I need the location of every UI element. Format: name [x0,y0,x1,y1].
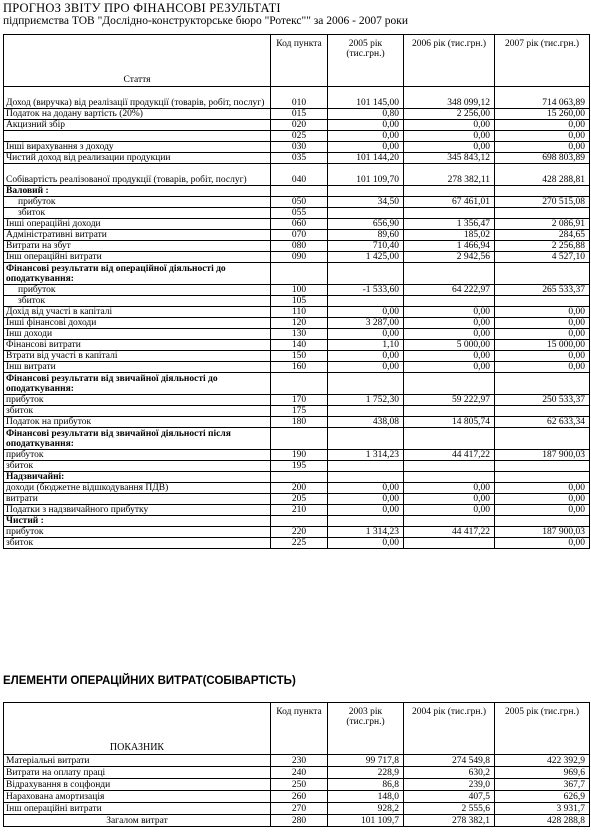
row-label: Чистий : [4,516,271,527]
row-value-2007 [495,373,590,395]
row-code: 210 [271,505,328,516]
row-value-2005: 0,00 [328,307,404,318]
row-value-2005 [328,373,404,395]
row-label: Загалом витрат [4,815,271,827]
table-row [4,362,590,373]
table-row [4,230,590,241]
row-code: 080 [271,241,328,252]
row-value-2006: 0,00 [404,131,495,142]
row-value-2006: 5 000,00 [404,340,495,351]
header-article: Стаття [4,35,271,87]
row-value-2005: 438,08 [328,417,404,428]
table-row [4,406,590,417]
row-value-2007: 4 527,10 [495,252,590,263]
row-value-2005: 0,00 [328,483,404,494]
row-value-2006: 0,00 [404,494,495,505]
row-label: Адміністративні витрати [4,230,271,241]
row-value-2005: 101 144,20 [328,153,404,164]
row-value-2005: 428 288,8 [495,815,590,827]
table-row [4,755,590,767]
row-value-2006 [404,406,495,417]
row-value-2006: 345 843,12 [404,153,495,164]
row-value-2006 [404,186,495,197]
row-label: Витрати на оплату праці [4,767,271,779]
row-value-2005 [328,263,404,285]
row-label: прибуток [4,197,271,208]
row-value-2004: 407,5 [404,791,495,803]
table-row [4,395,590,406]
row-value-2006: 2 256,00 [404,109,495,120]
row-value-2005: 89,60 [328,230,404,241]
header-indicator: ПОКАЗНИК [4,703,271,755]
row-value-2007 [495,208,590,219]
row-value-2007: 698 803,89 [495,153,590,164]
row-label: доходи (бюджетне відшкодування ПДВ) [4,483,271,494]
row-value-2007: 250 533,37 [495,395,590,406]
row-value-2005 [328,461,404,472]
row-code: 150 [271,351,328,362]
row-value-2005: 0,00 [328,494,404,505]
report-subtitle: підприємства ТОВ "Дослідно-конструкторське бюро "Ротекс"" за 2006 - 2007 роки [3,15,408,27]
row-value-2006: 0,00 [404,351,495,362]
row-value-2003: 148,0 [328,791,404,803]
row-value-2006: 0,00 [404,307,495,318]
row-label: збиток [4,296,271,307]
row-value-2005 [328,516,404,527]
row-label: прибуток [4,285,271,296]
row-value-2005 [328,406,404,417]
table-row [4,450,590,461]
row-value-2007 [495,428,590,450]
row-label: прибуток [4,450,271,461]
row-code: 035 [271,153,328,164]
row-value-2007 [495,406,590,417]
row-value-2007: 15 000,00 [495,340,590,351]
row-label: Інш доходи [4,329,271,340]
row-value-2007: 428 288,81 [495,164,590,186]
row-code [271,516,328,527]
row-code: 250 [271,779,328,791]
row-code: 160 [271,362,328,373]
header-2005: 2005 рік (тис.грн.) [495,703,590,755]
row-label [4,131,271,142]
row-value-2007: 0,00 [495,120,590,131]
row-value-2006: 0,00 [404,362,495,373]
row-value-2007: 0,00 [495,318,590,329]
row-label: Нарахована амортизація [4,791,271,803]
row-label: Інші вирахування з доходу [4,142,271,153]
row-value-2005: 367,7 [495,779,590,791]
table-row [4,779,590,791]
table-row [4,142,590,153]
row-label: Дохід від участі в капіталі [4,307,271,318]
row-value-2007: 187 900,03 [495,450,590,461]
table-row [4,791,590,803]
row-value-2006 [404,538,495,549]
row-value-2004: 274 549,8 [404,755,495,767]
row-value-2006: 348 099,12 [404,87,495,109]
table-row [4,538,590,549]
row-label: збиток [4,406,271,417]
row-value-2005: 101 109,70 [328,164,404,186]
row-code: 120 [271,318,328,329]
row-value-2005 [328,296,404,307]
table-row [4,219,590,230]
row-code: 175 [271,406,328,417]
row-value-2006: 278 382,11 [404,164,495,186]
row-code: 225 [271,538,328,549]
row-value-2005: 626,9 [495,791,590,803]
row-value-2005: 0,00 [328,351,404,362]
table-row [4,318,590,329]
table-header-row [4,703,590,755]
row-value-2006 [404,516,495,527]
row-value-2003: 928,2 [328,803,404,815]
row-label: прибуток [4,395,271,406]
row-value-2005: 710,40 [328,241,404,252]
row-value-2007: 0,00 [495,362,590,373]
row-label: Собівартість реалізованої продукції (товарів, робіт, послуг) [4,164,271,186]
table-row [4,263,590,285]
table-row [4,197,590,208]
row-code: 240 [271,767,328,779]
row-value-2007: 0,00 [495,307,590,318]
table-header-row [4,35,590,87]
row-label: Інш операційні витрати [4,252,271,263]
row-code [271,186,328,197]
row-value-2003: 99 717,8 [328,755,404,767]
table-row [4,494,590,505]
row-value-2005 [328,472,404,483]
row-value-2007 [495,461,590,472]
row-value-2007 [495,516,590,527]
row-value-2006: 0,00 [404,120,495,131]
row-value-2005: 1,10 [328,340,404,351]
row-value-2006 [404,428,495,450]
row-label: Інші операційні доходи [4,219,271,230]
row-value-2007: 265 533,37 [495,285,590,296]
row-code: 190 [271,450,328,461]
row-code: 015 [271,109,328,120]
row-code: 070 [271,230,328,241]
row-code: 020 [271,120,328,131]
row-label: збиток [4,538,271,549]
row-value-2005 [328,208,404,219]
row-label: Доход (виручка) від реалізації продукції (товарів, робіт, послуг) [4,87,271,109]
row-value-2006 [404,472,495,483]
section-title-cost-elements: ЕЛЕМЕНТИ ОПЕРАЦІЙНИХ ВИТРАТ(СОБІВАРТІСТЬ) [3,675,296,687]
table-row [4,472,590,483]
row-code: 110 [271,307,328,318]
table-row [4,252,590,263]
row-label: Податок на прибуток [4,417,271,428]
row-value-2006: 1 466,94 [404,241,495,252]
row-value-2005: 656,90 [328,219,404,230]
row-value-2007: 0,00 [495,494,590,505]
row-code: 170 [271,395,328,406]
row-value-2005: 34,50 [328,197,404,208]
row-value-2007: 0,00 [495,142,590,153]
row-label: прибуток [4,527,271,538]
table-row [4,285,590,296]
row-value-2005: 0,00 [328,362,404,373]
row-value-2005: 1 425,00 [328,252,404,263]
row-label: Фінансові результати від звичайної діяльності до оподаткування: [4,373,271,395]
row-code: 200 [271,483,328,494]
financial-results-table [3,34,590,549]
row-label: Інші фінансові доходи [4,318,271,329]
row-label: Витрати на збут [4,241,271,252]
row-value-2005 [328,186,404,197]
table-row [4,516,590,527]
row-code: 130 [271,329,328,340]
header-2004: 2004 рік (тис.грн.) [404,703,495,755]
row-value-2004: 239,0 [404,779,495,791]
row-value-2004: 278 382,1 [404,815,495,827]
row-value-2005: 0,00 [328,505,404,516]
row-label: Фінансові витрати [4,340,271,351]
row-code: 055 [271,208,328,219]
row-code: 280 [271,815,328,827]
row-code: 090 [271,252,328,263]
row-value-2006: 1 356,47 [404,219,495,230]
table-row [4,767,590,779]
row-value-2005: 1 752,30 [328,395,404,406]
table-row [4,527,590,538]
table-row [4,340,590,351]
row-code: 040 [271,164,328,186]
row-code: 230 [271,755,328,767]
table-row [4,329,590,340]
row-code: 220 [271,527,328,538]
table-row [4,87,590,109]
row-value-2006: 44 417,22 [404,450,495,461]
row-value-2006 [404,208,495,219]
header-2003: 2003 рік (тис.грн.) [328,703,404,755]
table-row [4,208,590,219]
row-value-2005: 0,00 [328,120,404,131]
row-value-2007: 15 260,00 [495,109,590,120]
row-value-2007: 284,65 [495,230,590,241]
row-value-2007: 62 633,34 [495,417,590,428]
row-value-2006: 0,00 [404,142,495,153]
row-label: Відрахування в соцфонди [4,779,271,791]
table-row [4,505,590,516]
row-value-2006: 0,00 [404,483,495,494]
cost-elements-table [3,702,590,827]
table-row [4,461,590,472]
row-label: Акцизний збір [4,120,271,131]
row-value-2005: 0,00 [328,329,404,340]
row-value-2006: 0,00 [404,505,495,516]
header-2007: 2007 рік (тис.грн.) [495,35,590,87]
header-2005: 2005 рік (тис.грн.) [328,35,404,87]
row-value-2006: 0,00 [404,329,495,340]
row-code: 195 [271,461,328,472]
table-row [4,109,590,120]
row-value-2007: 0,00 [495,131,590,142]
header-code: Код пункта [271,703,328,755]
row-label: Податок на додану вартість (20%) [4,109,271,120]
row-code: 100 [271,285,328,296]
row-value-2006: 44 417,22 [404,527,495,538]
row-value-2005 [328,428,404,450]
table-row [4,373,590,395]
row-label: Матеріальні витрати [4,755,271,767]
row-value-2005: 0,00 [328,538,404,549]
row-code: 010 [271,87,328,109]
row-value-2005: 1 314,23 [328,527,404,538]
row-label: Податки з надзвичайного прибутку [4,505,271,516]
row-label: Чистий доход від реализации продукции [4,153,271,164]
row-value-2006: 0,00 [404,318,495,329]
row-value-2006 [404,373,495,395]
row-code: 105 [271,296,328,307]
row-value-2006 [404,263,495,285]
table-row [4,186,590,197]
table-row [4,307,590,318]
row-code: 060 [271,219,328,230]
row-value-2007 [495,263,590,285]
row-code: 140 [271,340,328,351]
row-code: 205 [271,494,328,505]
table-row [4,131,590,142]
row-label: Фінансові результати від операційної діяльності до оподаткування: [4,263,271,285]
table-row [4,241,590,252]
row-label: Інш витрати [4,362,271,373]
row-code: 180 [271,417,328,428]
row-value-2003: 228,9 [328,767,404,779]
row-value-2006: 14 805,74 [404,417,495,428]
row-label: збиток [4,461,271,472]
row-value-2007: 0,00 [495,329,590,340]
row-label: збиток [4,208,271,219]
row-value-2006: 67 461,01 [404,197,495,208]
row-code: 050 [271,197,328,208]
table-row [4,120,590,131]
row-label: Валовий : [4,186,271,197]
row-code: 260 [271,791,328,803]
table-row [4,815,590,827]
table-row [4,153,590,164]
table-row [4,483,590,494]
row-value-2007: 187 900,03 [495,527,590,538]
row-code: 025 [271,131,328,142]
row-value-2007 [495,472,590,483]
row-value-2005: 0,00 [328,142,404,153]
row-value-2007: 270 515,08 [495,197,590,208]
row-value-2007: 714 063,89 [495,87,590,109]
table-row [4,428,590,450]
header-code: Код пункта [271,35,328,87]
row-value-2007: 0,00 [495,483,590,494]
row-value-2004: 2 555,6 [404,803,495,815]
row-value-2006: 64 222,97 [404,285,495,296]
row-value-2003: 101 109,7 [328,815,404,827]
row-value-2005: 0,80 [328,109,404,120]
row-value-2007: 2 086,91 [495,219,590,230]
row-value-2005: 3 931,7 [495,803,590,815]
row-code [271,428,328,450]
row-value-2007 [495,186,590,197]
row-value-2005: -1 533,60 [328,285,404,296]
row-code [271,373,328,395]
row-label: витрати [4,494,271,505]
row-label: Фінансові результати від звичайної діяльності після оподаткування: [4,428,271,450]
row-value-2003: 86,8 [328,779,404,791]
row-label: Втрати від участі в капіталі [4,351,271,362]
row-code [271,263,328,285]
row-value-2005: 1 314,23 [328,450,404,461]
row-value-2007: 0,00 [495,505,590,516]
table-row [4,296,590,307]
row-value-2006: 2 942,56 [404,252,495,263]
row-code: 030 [271,142,328,153]
row-value-2005: 0,00 [328,131,404,142]
table-row [4,803,590,815]
row-value-2006: 185,02 [404,230,495,241]
report-title: ПРОГНОЗ ЗВІТУ ПРО ФІНАНСОВІ РЕЗУЛЬТАТІ [3,1,281,15]
row-value-2007: 0,00 [495,538,590,549]
row-value-2006: 59 222,97 [404,395,495,406]
row-label: Інш операційні витрати [4,803,271,815]
row-value-2006 [404,296,495,307]
row-value-2007: 0,00 [495,351,590,362]
table-row [4,351,590,362]
row-value-2004: 630,2 [404,767,495,779]
row-value-2005: 422 392,9 [495,755,590,767]
row-value-2007 [495,296,590,307]
row-value-2005: 101 145,00 [328,87,404,109]
row-label: Надзвичайні: [4,472,271,483]
row-value-2005: 3 287,00 [328,318,404,329]
header-2006: 2006 рік (тис.грн.) [404,35,495,87]
row-value-2007: 2 256,88 [495,241,590,252]
row-code: 270 [271,803,328,815]
table-row [4,164,590,186]
row-code [271,472,328,483]
table-row [4,417,590,428]
row-value-2006 [404,461,495,472]
row-value-2005: 969,6 [495,767,590,779]
